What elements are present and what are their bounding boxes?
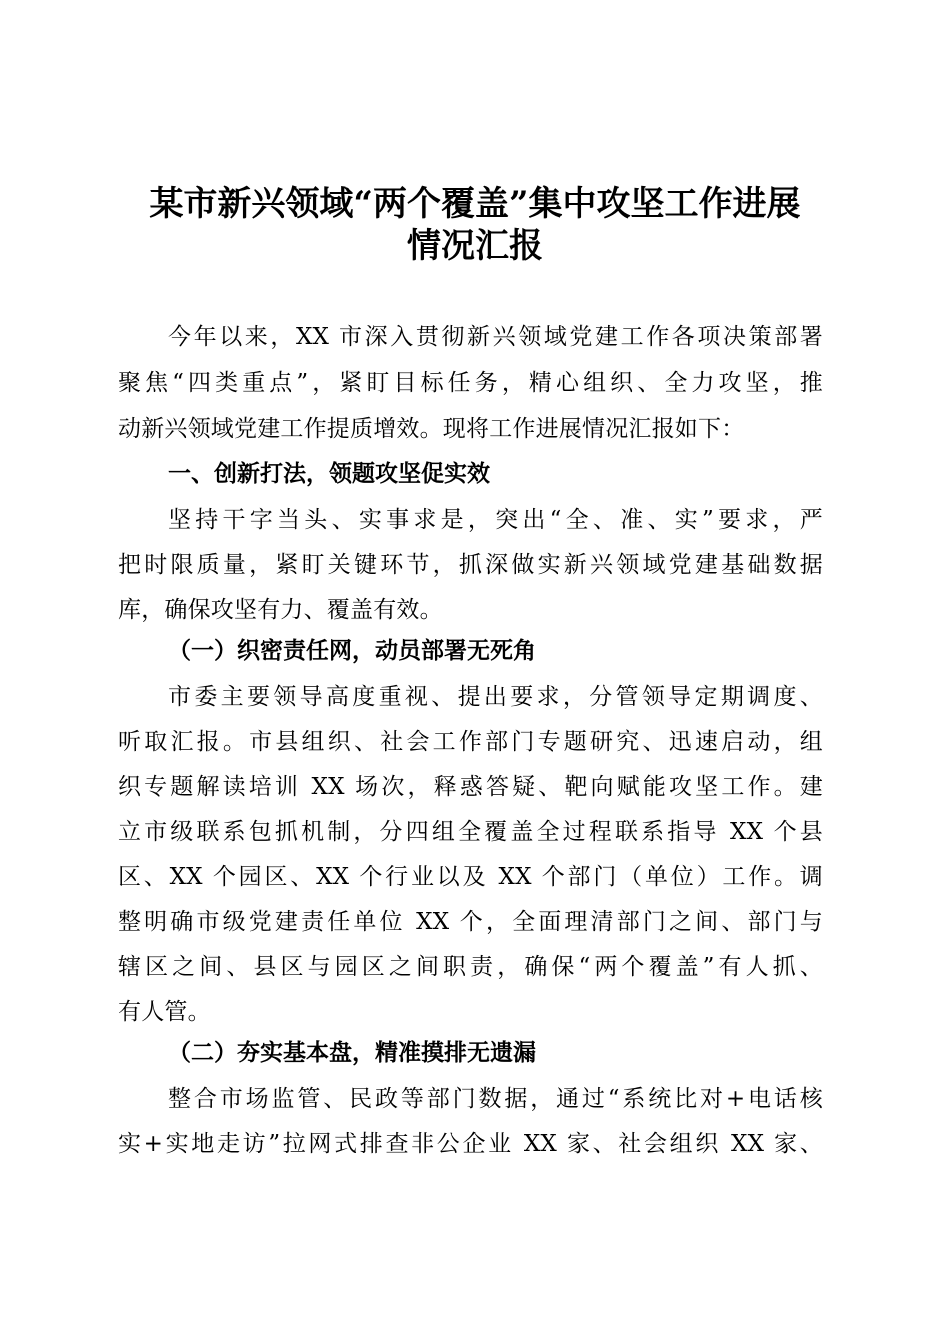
subsection-1-line-4: 立市级联系包抓机制，分四组全覆盖全过程联系指导 XX 个县 [118, 819, 823, 845]
subsection-2-line-2: 实+实地走访”拉网式排查非公企业 XX 家、社会组织 XX 家、 [118, 1131, 823, 1157]
document-title-line-2: 情况汇报 [407, 226, 543, 266]
intro-line-3: 动新兴领域党建工作提质增效。现将工作进展情况汇报如下： [118, 416, 745, 442]
section-1-line-3: 库，确保攻坚有力、覆盖有效。 [118, 597, 443, 623]
subsection-1-line-1: 市委主要领导高度重视、提出要求，分管领导定期调度、 [168, 684, 823, 710]
subsection-2-heading: （二）夯实基本盘，精准摸排无遗漏 [168, 1039, 536, 1066]
subsection-1-line-3: 织专题解读培训 XX 场次，释惑答疑、靶向赋能攻坚工作。建 [118, 774, 823, 800]
intro-line-2: 聚焦“四类重点”，紧盯目标任务，精心组织、全力攻坚，推 [118, 370, 823, 396]
intro-line-1: 今年以来，XX 市深入贯彻新兴领域党建工作各项决策部署 [168, 324, 823, 350]
subsection-1-line-5: 区、XX 个园区、XX 个行业以及 XX 个部门（单位）工作。调 [118, 864, 823, 890]
section-1-heading: 一、创新打法，领题攻坚促实效 [168, 461, 490, 487]
subsection-1-line-8: 有人管。 [118, 999, 211, 1025]
section-1-line-2: 把时限质量，紧盯关键环节，抓深做实新兴领域党建基础数据 [118, 552, 823, 578]
subsection-1-heading: （一）织密责任网，动员部署无死角 [168, 637, 536, 664]
section-1-line-1: 坚持干字当头、实事求是，突出“全、准、实”要求，严 [168, 507, 823, 533]
document-title-line-1: 某市新兴领域“两个覆盖”集中攻坚工作进展 [149, 184, 801, 224]
subsection-2-line-1: 整合市场监管、民政等部门数据，通过“系统比对+电话核 [168, 1086, 823, 1112]
subsection-1-line-7: 辖区之间、县区与园区之间职责，确保“两个覆盖”有人抓、 [118, 954, 823, 980]
subsection-1-line-6: 整明确市级党建责任单位 XX 个，全面理清部门之间、部门与 [118, 909, 823, 935]
subsection-1-line-2: 听取汇报。市县组织、社会工作部门专题研究、迅速启动，组 [118, 729, 823, 755]
